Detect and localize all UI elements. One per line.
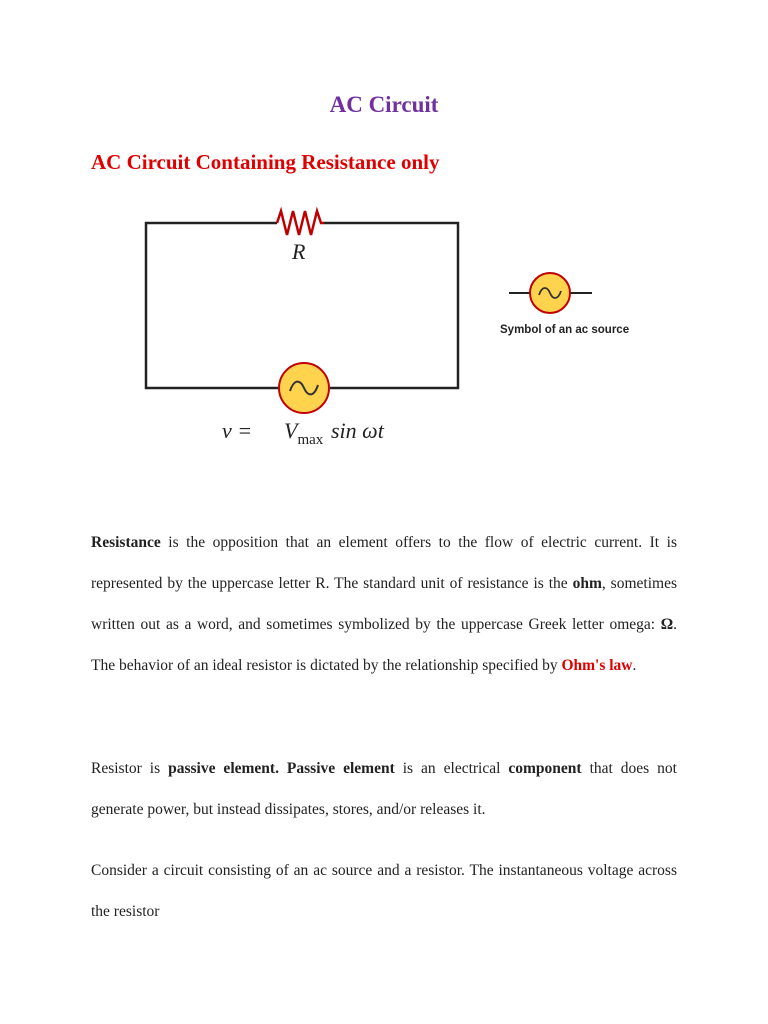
equation-lhs: v =	[222, 418, 253, 443]
circuit-wire	[324, 223, 458, 388]
term-ohm: ohm	[572, 575, 602, 592]
resistor-symbol	[277, 211, 324, 235]
section-heading: AC Circuit Containing Resistance only	[91, 150, 440, 174]
circuit-diagram	[0, 195, 768, 455]
symbol-caption: Symbol of an ac source	[500, 324, 630, 336]
equation-rhs: sin ωt	[331, 418, 384, 443]
equation-vmax: $V_{max}$	[284, 418, 324, 448]
paragraph-resistance: Resistance is the opposition that an element offers to the flow of electric current. It is represented by the uppercase letter R. The standard unit of resistance is the ohm, sometimes written out as a word, and sometimes symbolized by the uppercase Greek letter omega: Ω. The behavior of an ideal resistor is dictated by the relationship specified by Ohm's law.	[91, 534, 677, 674]
paragraph-passive-element: Resistor is passive element. Passive element is an electrical component that does not generate power, but instead dissipates, stores, and/or releases it.	[91, 760, 677, 818]
paragraph-circuit: Consider a circuit consisting of an ac source and a resistor. The instantaneous voltage across the resistor	[91, 862, 677, 920]
omega-symbol: Ω	[660, 616, 674, 633]
term-resistance: Resistance	[91, 534, 161, 551]
circuit-wire	[146, 223, 278, 388]
resistor-label: R	[292, 239, 306, 264]
page-title: AC Circuit	[329, 92, 439, 117]
ohms-law-link[interactable]: Ohm's law	[561, 657, 633, 674]
